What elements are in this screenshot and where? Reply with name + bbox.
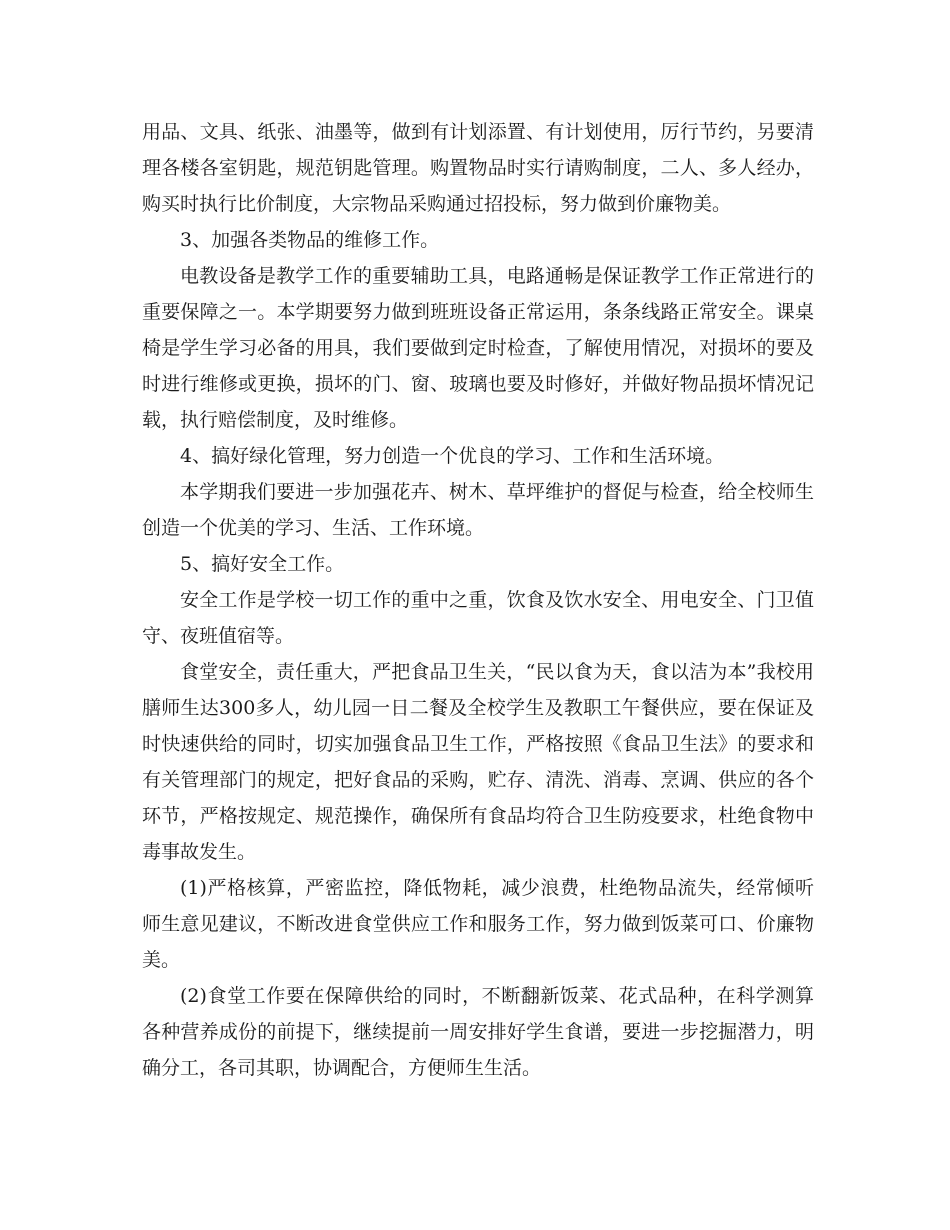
paragraph-item-1: (1)严格核算，严密监控，降低物耗，减少浪费，杜绝物品流失，经常倾听师生意见建议，不断改进食堂供应工作和服务工作，努力做到饭菜可口、价廉物美。 xyxy=(142,877,814,971)
section-heading-3: 3、加强各类物品的维修工作。 xyxy=(180,229,440,251)
paragraph-canteen-safety: 食堂安全，责任重大，严把食品卫生关，“民以食为天，食以洁为本”我校用膳师生达300多人，幼儿园一日二餐及全校学生及教职工午餐供应，要在保证及时快速供给的同时，切实加强食品卫生工作，严格按照《食品卫生法》的要求和有关管理部门的规定，把好食品的采购，贮存、清洗、消毒、烹调、供应的各个环节，严格按规定、规范操作，确保所有食品均符合卫生防疫要求，杜绝食物中毒事故发生。 xyxy=(142,661,814,863)
paragraph-greening: 本学期我们要进一步加强花卉、树木、草坪维护的督促与检查，给全校师生创造一个优美的学习、生活、工作环境。 xyxy=(142,481,814,539)
paragraph-continuation: 用品、文具、纸张、油墨等，做到有计划添置、有计划使用，厉行节约，另要清理各楼各室钥匙，规范钥匙管理。购置物品时实行请购制度，二人、多人经办，购买时执行比价制度，大宗物品采购通过招投标，努力做到价廉物美。 xyxy=(142,121,814,215)
paragraph-equipment-repair: 电教设备是教学工作的重要辅助工具，电路通畅是保证教学工作正常进行的重要保障之一。本学期要努力做到班班设备正常运用，条条线路正常安全。课桌椅是学生学习必备的用具，我们要做到定时检查，了解使用情况，对损坏的要及时进行维修或更换，损坏的门、窗、玻璃也要及时修好，并做好物品损坏情况记载，执行赔偿制度，及时维修。 xyxy=(142,265,814,431)
document-body xyxy=(142,114,814,1086)
paragraph-item-2: (2)食堂工作要在保障供给的同时，不断翻新饭菜、花式品种，在科学测算各种营养成份的前提下，继续提前一周安排好学生食谱，要进一步挖掘潜力，明确分工，各司其职，协调配合，方便师生生活。 xyxy=(142,985,814,1079)
section-heading-4: 4、搞好绿化管理，努力创造一个优良的学习、工作和生活环境。 xyxy=(180,445,725,467)
section-heading-5: 5、搞好安全工作。 xyxy=(180,553,345,575)
paragraph-safety: 安全工作是学校一切工作的重中之重，饮食及饮水安全、用电安全、门卫值守、夜班值宿等。 xyxy=(142,589,814,647)
